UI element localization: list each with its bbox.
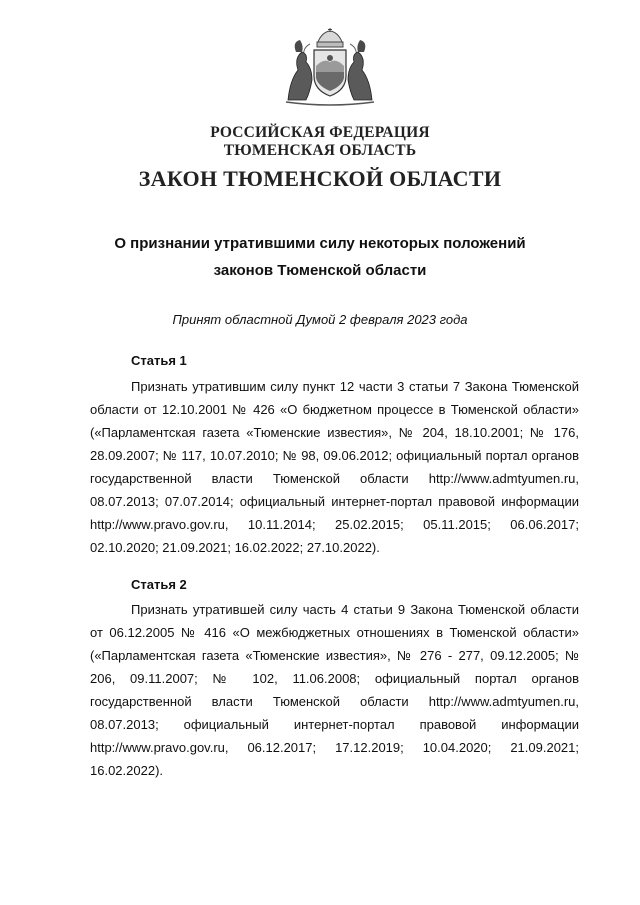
federation-heading: РОССИЙСКАЯ ФЕДЕРАЦИЯ [210, 124, 430, 141]
article-1-heading: Статья 1 [131, 353, 187, 368]
region-heading: ТЮМЕНСКАЯ ОБЛАСТЬ [223, 142, 417, 159]
law-title-line-2: законов Тюменской области [213, 262, 427, 279]
article-1-text: Признать утратившим силу пункт 12 части 3 статьи 7 Закона Тюменской области от 12.10.2001 № 426 «О бюджетном процессе в Тюменской области» («Парламентская газета «Тюменские известия», № 204, 18.10.2001; № 176, 28.09.2007; № 117, 10.07.2010; № 98, 09.06.2012; официальный портал органов государственной власти Тюменской области http://www.admtyumen.ru, 08.07.2013; 07.07.2014; официальный интернет-портал правовой информации http://www.pravo.gov.ru, 10.11.2014; 25.02.2015; 05.11.2015; 06.06.2017; 02.10.2020; 21.09.2021; 16.02.2022; 27.10.2022). [90, 379, 579, 555]
article-2-heading: Статья 2 [131, 577, 187, 592]
law-type-heading: ЗАКОН ТЮМЕНСКОЙ ОБЛАСТИ [138, 166, 502, 191]
law-title-line-1: О признании утратившими силу некоторых положений [114, 235, 526, 252]
tyumen-coat-of-arms-icon [280, 28, 380, 108]
adoption-note: Принят областной Думой 2 февраля 2023 года [172, 312, 468, 327]
article-2-text: Признать утратившей силу часть 4 статьи 9 Закона Тюменской области от 06.12.2005 № 416 «О межбюджетных отношениях в Тюменской области» («Парламентская газета «Тюменские известия», № 276 - 277, 09.12.2005; № 206, 09.11.2007; № 102, 11.06.2008; официальный портал органов государственной власти Тюменской области http://www.admtyumen.ru, 08.07.2013; официальный интернет-портал правовой информации http://www.pravo.gov.ru, 06.12.2017; 17.12.2019; 10.04.2020; 21.09.2021; 16.02.2022). [90, 602, 579, 778]
